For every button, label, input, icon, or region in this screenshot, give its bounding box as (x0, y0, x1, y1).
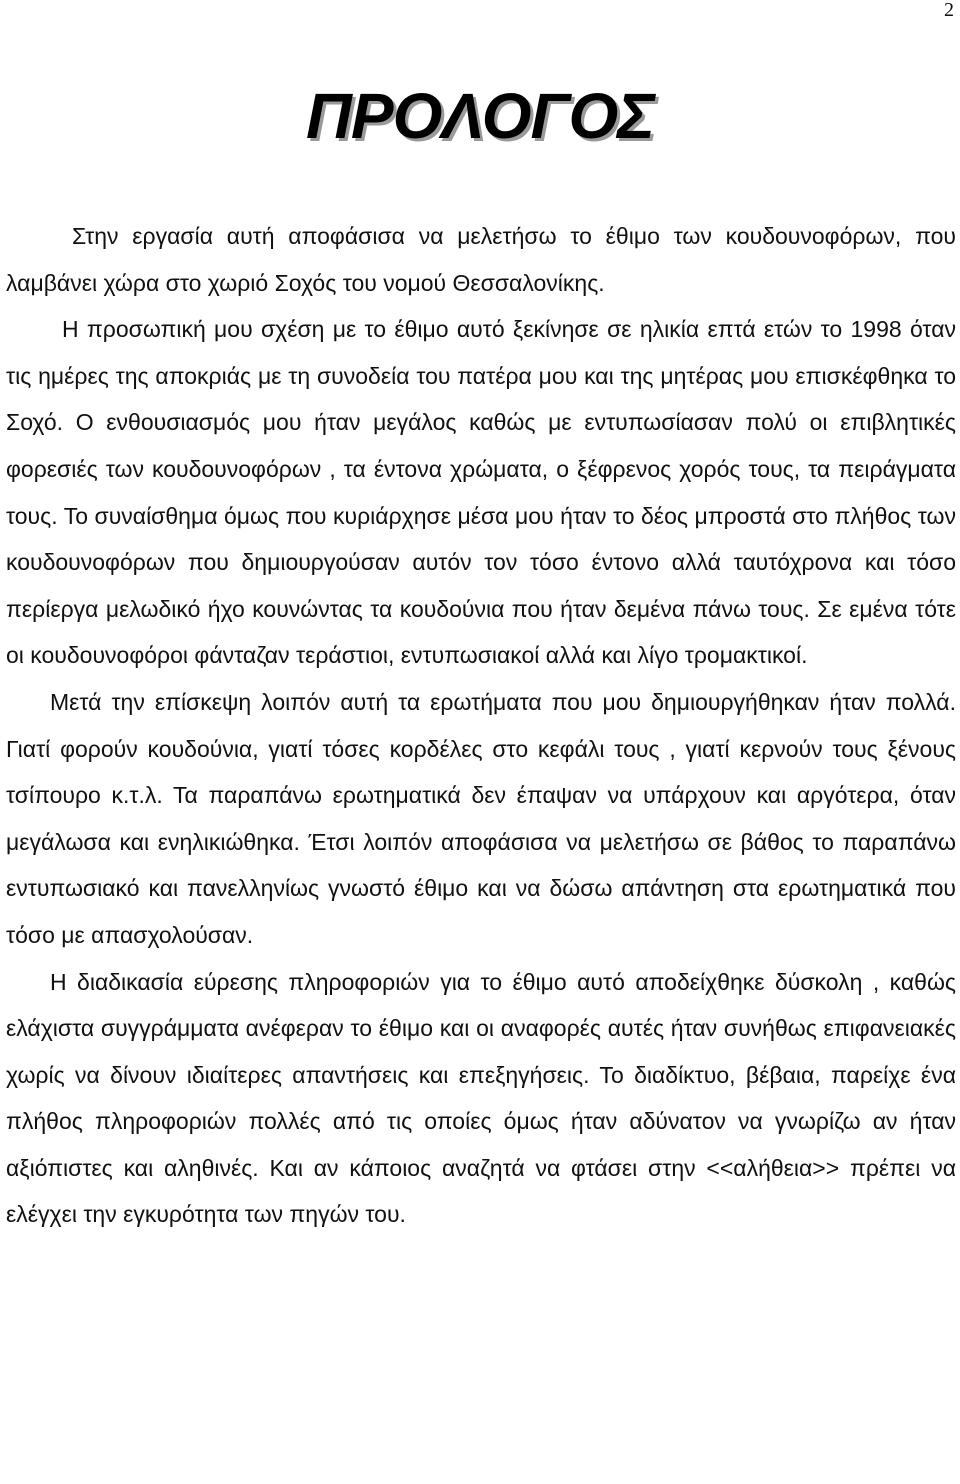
document-body (6, 213, 956, 1238)
paragraph-research-process: Η διαδικασία εύρεσης πληροφοριών για το έθιμο αυτό αποδείχθηκε δύσκολη , καθώς ελάχιστα συγγράμματα ανέφεραν το έθιμο και οι αναφορές αυτές ήταν συνήθως επιφανειακές χωρίς να δίνουν ιδιαίτερες απαντήσεις και επεξηγήσεις. Το διαδίκτυο, βέβαια, παρείχε ένα πλήθος πληροφοριών πολλές από τις οποίες όμως ήταν αδύνατον να γνωρίζω αν ήταν αξιόπιστες και αληθινές. Και αν κάποιος αναζητά να φτάσει στην <<αλήθεια>> πρέπει να ελέγχει την εγκυρότητα των πηγών του. (6, 968, 956, 1228)
paragraph-intro: Στην εργασία αυτή αποφάσισα να μελετήσω το έθιμο των κουδουνοφόρων, που λαμβάνει χώρα στο χωριό Σοχός του νομού Θεσσαλονίκης. (6, 223, 956, 296)
page-title: ΠΡΟΛΟΓΟΣ (305, 80, 655, 152)
paragraph-personal-experience: Η προσωπική μου σχέση με το έθιμο αυτό ξεκίνησε σε ηλικία επτά ετών το 1998 όταν τις ημέρες της αποκριάς με τη συνοδεία του πατέρα μου και της μητέρας μου επισκέφθηκα το Σοχό. Ο ενθουσιασμός μου ήταν μεγάλος καθώς με εντυπωσίασαν πολύ οι επιβλητικές φορεσιές των κουδουνοφόρων , τα έντονα χρώματα, ο ξέφρενος χορός τους, τα πειράγματα τους. Το συναίσθημα όμως που κυριάρχησε μέσα μου ήταν το δέος μπροστά στο πλήθος των κουδουνοφόρων που δημιουργούσαν αυτόν τον τόσο έντονο αλλά ταυτόχρονα και τόσο περίεργα μελωδικό ήχο κουνώντας τα κουδούνια που ήταν δεμένα πάνω τους. Σε εμένα τότε οι κουδουνοφόροι φάνταζαν τεράστιοι, εντυπωσιακοί αλλά και λίγο τρομακτικοί. (6, 316, 956, 669)
page-number: 2 (944, 0, 954, 21)
paragraph-questions: Μετά την επίσκεψη λοιπόν αυτή τα ερωτήματα που μου δημιουργήθηκαν ήταν πολλά. Γιατί φορούν κουδούνια, γιατί τόσες κορδέλες στο κεφάλι τους , γιατί κερνούν τους ξένους τσίπουρο κ.τ.λ. Τα παραπάνω ερωτηματικά δεν έπαψαν να υπάρχουν και αργότερα, όταν μεγάλωσα και ενηλικιώθηκα. Έτσι λοιπόν αποφάσισα να μελετήσω σε βάθος το παραπάνω εντυπωσιακό και πανελληνίως γνωστό έθιμο και να δώσω απάντηση στα ερωτηματικά που τόσο με απασχολούσαν. (6, 688, 956, 948)
